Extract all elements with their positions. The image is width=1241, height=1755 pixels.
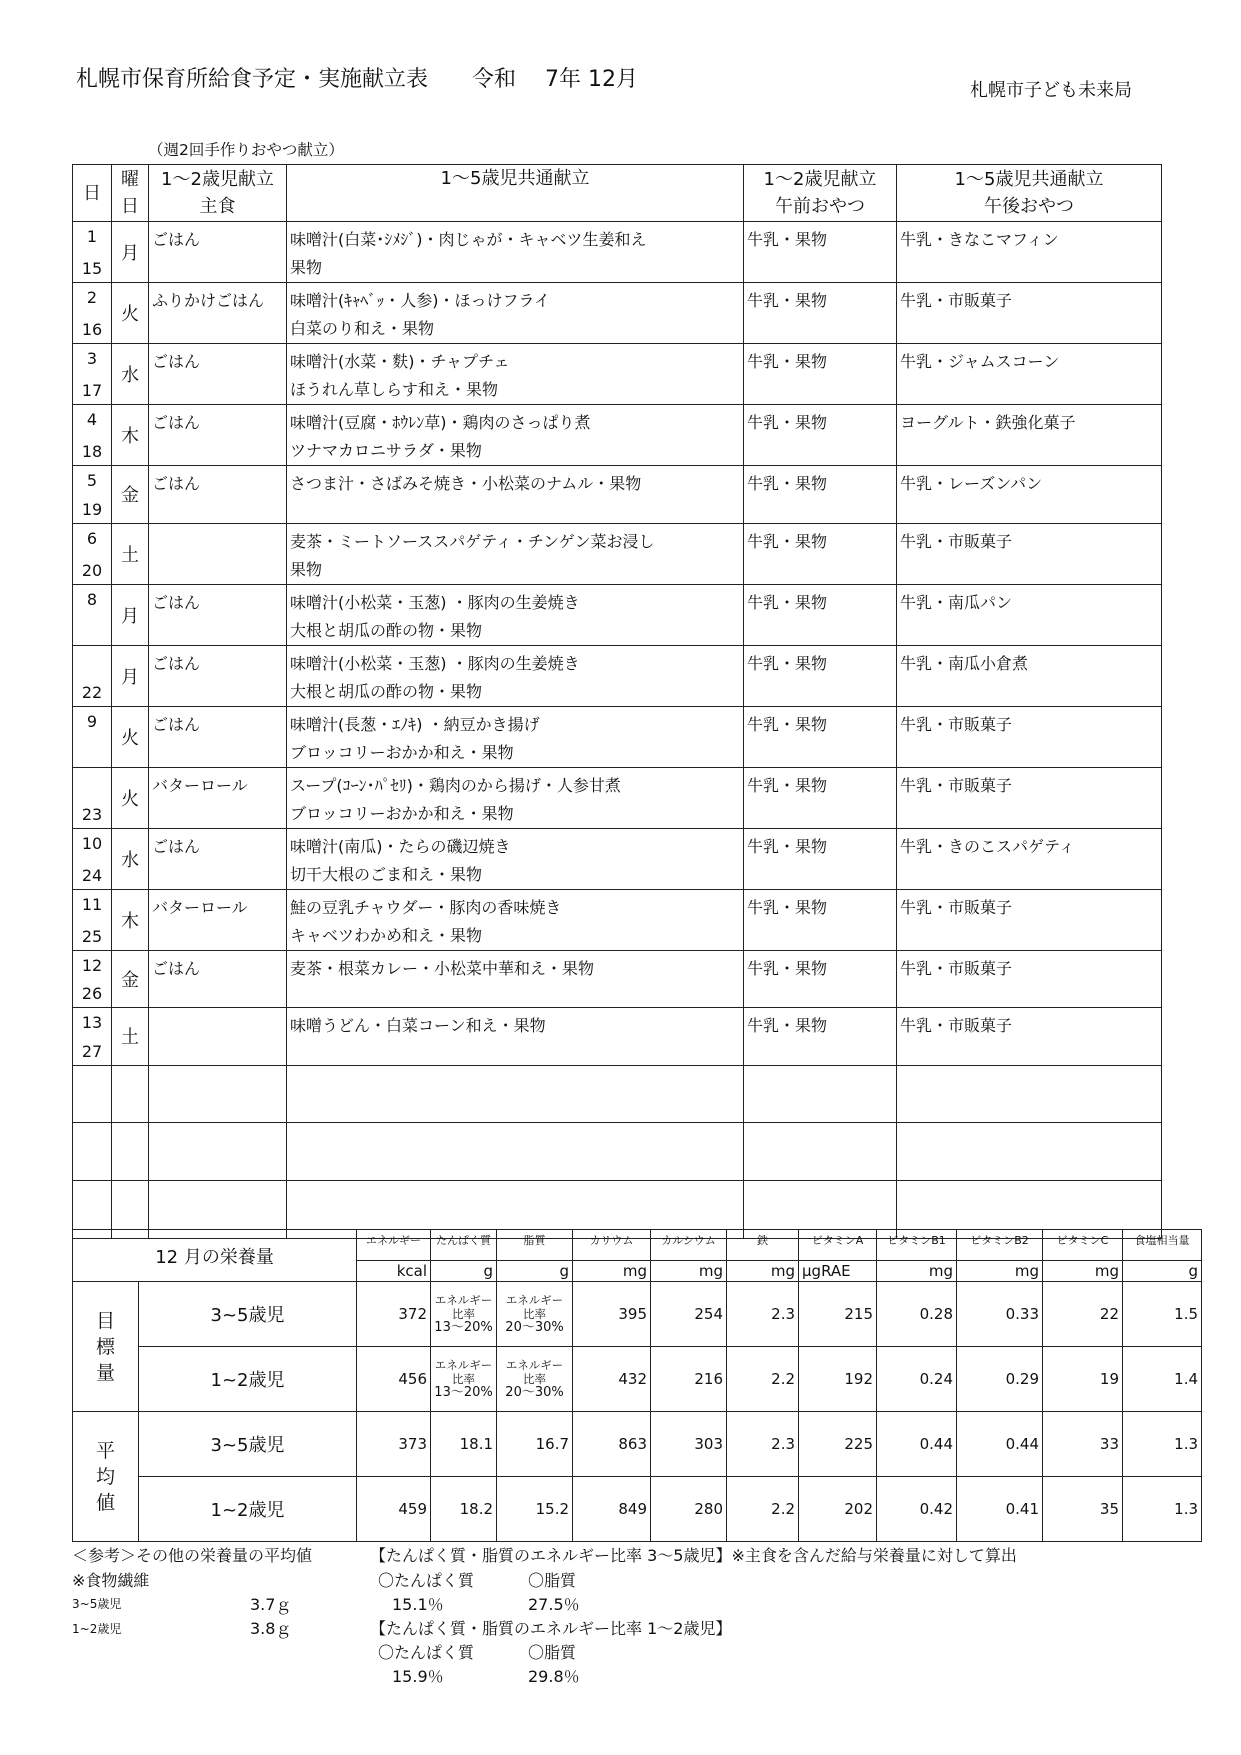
u-salt: g bbox=[1123, 1261, 1202, 1282]
u-fat: g bbox=[497, 1261, 573, 1282]
weekday-cell: 木 bbox=[112, 889, 149, 950]
calcium-value: 254 bbox=[651, 1282, 727, 1347]
h-vitamin-c: ビタミンC bbox=[1043, 1230, 1123, 1261]
common-menu-cell: スープ(ｺｰﾝ･ﾊﾟｾﾘ)・鶏肉のから揚げ・人参甘煮 ブロッコリーおかか和え・果物 bbox=[287, 767, 744, 828]
menu-row bbox=[73, 405, 1162, 466]
col-pm-snack: 1～5歳児共通献立 午後おやつ bbox=[897, 165, 1162, 222]
fat-label-1-2: 〇脂質 bbox=[528, 1643, 577, 1662]
common-menu-cell: 味噌汁(小松菜・玉葱) ・豚肉の生姜焼き 大根と胡瓜の酢の物・果物 bbox=[287, 645, 744, 706]
vitamin-c-value: 19 bbox=[1043, 1347, 1123, 1412]
menu-row bbox=[73, 222, 1162, 283]
empty-cell bbox=[112, 1065, 149, 1123]
staple-cell bbox=[149, 1008, 287, 1066]
subtitle: （週2回手作りおやつ献立） bbox=[148, 141, 344, 159]
energy-value: 373 bbox=[357, 1412, 431, 1477]
h-vitamin-b1: ビタミンB1 bbox=[877, 1230, 957, 1261]
pm-snack-cell: 牛乳・市販菓子 bbox=[897, 767, 1162, 828]
day-second: 16 bbox=[81, 320, 103, 339]
empty-cell bbox=[149, 1123, 287, 1181]
staple-cell: ごはん bbox=[149, 405, 287, 466]
day-cell bbox=[73, 405, 112, 466]
h-energy: エネルギー bbox=[357, 1230, 431, 1261]
am-snack-cell: 牛乳・果物 bbox=[744, 344, 897, 405]
day-cell bbox=[73, 645, 112, 706]
protein-value: 18.2 bbox=[431, 1477, 497, 1542]
day-second: 20 bbox=[81, 560, 103, 580]
staple-cell: ごはん bbox=[149, 645, 287, 706]
nutrition-table bbox=[72, 1229, 1202, 1542]
vitamin-b1-value: 0.24 bbox=[877, 1347, 957, 1412]
am-snack-cell: 牛乳・果物 bbox=[744, 584, 897, 645]
staple-cell: バターロール bbox=[149, 889, 287, 950]
col-am-snack: 1～2歳児献立 午前おやつ bbox=[744, 165, 897, 222]
day-cell bbox=[73, 828, 112, 889]
protein-ratio: エネルギー 比率 13～20% bbox=[431, 1347, 497, 1412]
fiber-value-1-2: 3.8ｇ bbox=[250, 1619, 292, 1638]
energy-value: 459 bbox=[357, 1477, 431, 1542]
day-first: 10 bbox=[81, 833, 103, 853]
weekday-cell: 木 bbox=[112, 405, 149, 466]
day-first: 11 bbox=[81, 894, 103, 914]
weekday-cell: 水 bbox=[112, 828, 149, 889]
day-first: 1 bbox=[86, 227, 98, 246]
target-label-char: 標 bbox=[95, 1335, 115, 1358]
day-cell bbox=[73, 344, 112, 405]
col-common-menu: 1～5歳児共通献立 bbox=[287, 165, 744, 222]
fat-value-3-5: 27.5％ bbox=[528, 1595, 580, 1614]
salt-value: 1.5 bbox=[1123, 1282, 1202, 1347]
potassium-value: 863 bbox=[573, 1412, 651, 1477]
protein-value-1-2: 15.9％ bbox=[392, 1667, 444, 1686]
am-snack-cell: 牛乳・果物 bbox=[744, 1008, 897, 1066]
pm-snack-cell: 牛乳・市販菓子 bbox=[897, 283, 1162, 344]
pm-snack-cell: 牛乳・きなこマフィン bbox=[897, 222, 1162, 283]
h-vitamin-b2: ビタミンB2 bbox=[957, 1230, 1043, 1261]
staple-cell: ごはん bbox=[149, 706, 287, 767]
menu-header-row bbox=[73, 165, 1162, 222]
h-calcium: カルシウム bbox=[651, 1230, 727, 1261]
salt-value: 1.3 bbox=[1123, 1477, 1202, 1542]
am-snack-cell: 牛乳・果物 bbox=[744, 767, 897, 828]
vitamin-c-value: 22 bbox=[1043, 1282, 1123, 1347]
age-label: 1~2歳児 bbox=[139, 1477, 357, 1542]
potassium-value: 432 bbox=[573, 1347, 651, 1412]
day-second: 27 bbox=[81, 1041, 103, 1061]
day-second: 26 bbox=[81, 984, 103, 1004]
h-protein: たんぱく質 bbox=[431, 1230, 497, 1261]
vitamin-c-value: 35 bbox=[1043, 1477, 1123, 1542]
fat-ratio: エネルギー 比率 20～30% bbox=[497, 1347, 573, 1412]
menu-row bbox=[73, 466, 1162, 524]
target-label bbox=[73, 1282, 139, 1412]
day-second: 23 bbox=[81, 804, 103, 824]
day-first: 9 bbox=[86, 711, 98, 731]
average-label-char: 均 bbox=[95, 1465, 115, 1488]
u-vitamin-b2: mg bbox=[957, 1261, 1043, 1282]
common-menu-cell: 鮭の豆乳チャウダー・豚肉の香味焼き キャベツわかめ和え・果物 bbox=[287, 889, 744, 950]
staple-cell: ごはん bbox=[149, 828, 287, 889]
h-iron: 鉄 bbox=[727, 1230, 799, 1261]
u-iron: mg bbox=[727, 1261, 799, 1282]
reference-note: ＜参考＞その他の栄養量の平均値 bbox=[72, 1546, 313, 1565]
fiber-age-1-2: 1~2歳児 bbox=[72, 1622, 122, 1636]
weekday-cell: 火 bbox=[112, 767, 149, 828]
day-first: 2 bbox=[86, 288, 98, 307]
nutrition-header-row bbox=[73, 1230, 1202, 1261]
day-second: 25 bbox=[81, 926, 103, 946]
fat-value: 15.2 bbox=[497, 1477, 573, 1542]
weekday-cell: 土 bbox=[112, 523, 149, 584]
empty-cell bbox=[897, 1065, 1162, 1123]
vitamin-b2-value: 0.29 bbox=[957, 1347, 1043, 1412]
vitamin-b1-value: 0.42 bbox=[877, 1477, 957, 1542]
am-snack-cell: 牛乳・果物 bbox=[744, 222, 897, 283]
iron-value: 2.2 bbox=[727, 1477, 799, 1542]
fiber-value-3-5: 3.7ｇ bbox=[250, 1595, 292, 1614]
empty-cell bbox=[73, 1065, 112, 1123]
u-vitamin-c: mg bbox=[1043, 1261, 1123, 1282]
empty-cell bbox=[744, 1123, 897, 1181]
day-cell bbox=[73, 283, 112, 344]
potassium-value: 849 bbox=[573, 1477, 651, 1542]
salt-value: 1.4 bbox=[1123, 1347, 1202, 1412]
u-protein: g bbox=[431, 1261, 497, 1282]
vitamin-b2-value: 0.44 bbox=[957, 1412, 1043, 1477]
empty-cell bbox=[112, 1123, 149, 1181]
pm-snack-cell: 牛乳・南瓜小倉煮 bbox=[897, 645, 1162, 706]
average-label bbox=[73, 1412, 139, 1542]
menu-row bbox=[73, 645, 1162, 706]
empty-cell bbox=[73, 1123, 112, 1181]
day-cell bbox=[73, 523, 112, 584]
vitamin-b2-value: 0.33 bbox=[957, 1282, 1043, 1347]
weekday-cell: 月 bbox=[112, 222, 149, 283]
target-row-1-2 bbox=[73, 1347, 1202, 1412]
age-label: 3~5歳児 bbox=[139, 1282, 357, 1347]
day-second: 24 bbox=[81, 865, 103, 885]
fat-value-1-2: 29.8％ bbox=[528, 1667, 580, 1686]
salt-value: 1.3 bbox=[1123, 1412, 1202, 1477]
common-menu-cell: 味噌うどん・白菜コーン和え・果物 bbox=[287, 1008, 744, 1066]
am-snack-cell: 牛乳・果物 bbox=[744, 706, 897, 767]
target-label-char: 目 bbox=[95, 1309, 115, 1332]
am-snack-cell: 牛乳・果物 bbox=[744, 466, 897, 524]
day-first: 12 bbox=[81, 955, 103, 975]
ratio-3-5-title: 【たんぱく質・脂質のエネルギー比率 3～5歳児】※主食を含んだ給与栄養量に対して算出 bbox=[370, 1546, 1017, 1565]
empty-cell bbox=[744, 1065, 897, 1123]
pm-snack-cell: 牛乳・ジャムスコーン bbox=[897, 344, 1162, 405]
day-first: 13 bbox=[81, 1013, 103, 1033]
pm-snack-cell: 牛乳・レーズンパン bbox=[897, 466, 1162, 524]
menu-row bbox=[73, 344, 1162, 405]
day-second: 18 bbox=[81, 442, 103, 461]
am-snack-cell: 牛乳・果物 bbox=[744, 283, 897, 344]
menu-row bbox=[73, 584, 1162, 645]
ratio-1-2-title: 【たんぱく質・脂質のエネルギー比率 1～2歳児】 bbox=[370, 1619, 732, 1638]
u-vitamin-b1: mg bbox=[877, 1261, 957, 1282]
col-staple: 1～2歳児献立 主食 bbox=[149, 165, 287, 222]
weekday-cell: 月 bbox=[112, 645, 149, 706]
day-cell bbox=[73, 889, 112, 950]
day-cell bbox=[73, 584, 112, 645]
pm-snack-cell: 牛乳・市販菓子 bbox=[897, 889, 1162, 950]
common-menu-cell: 味噌汁(豆腐・ﾎｳﾚﾝ草)・鶏肉のさっぱり煮 ツナマカロニサラダ・果物 bbox=[287, 405, 744, 466]
average-label-char: 値 bbox=[95, 1491, 115, 1514]
vitamin-a-value: 225 bbox=[799, 1412, 877, 1477]
protein-value-3-5: 15.1％ bbox=[392, 1595, 444, 1614]
common-menu-cell: 麦茶・ミートソーススパゲティ・チンゲン菜お浸し 果物 bbox=[287, 523, 744, 584]
menu-row bbox=[73, 523, 1162, 584]
energy-value: 456 bbox=[357, 1347, 431, 1412]
pm-snack-cell: ヨーグルト・鉄強化菓子 bbox=[897, 405, 1162, 466]
day-cell bbox=[73, 222, 112, 283]
empty-row bbox=[73, 1123, 1162, 1181]
day-second: 22 bbox=[81, 682, 103, 702]
vitamin-b1-value: 0.28 bbox=[877, 1282, 957, 1347]
u-potassium: mg bbox=[573, 1261, 651, 1282]
menu-row bbox=[73, 1008, 1162, 1066]
day-second: 17 bbox=[81, 381, 103, 400]
col-weekday: 曜 日 bbox=[112, 165, 149, 222]
staple-cell: ふりかけごはん bbox=[149, 283, 287, 344]
am-snack-cell: 牛乳・果物 bbox=[744, 950, 897, 1008]
empty-cell bbox=[287, 1065, 744, 1123]
target-row-3-5 bbox=[73, 1282, 1202, 1347]
vitamin-b1-value: 0.44 bbox=[877, 1412, 957, 1477]
menu-row bbox=[73, 283, 1162, 344]
protein-ratio: エネルギー 比率 13～20% bbox=[431, 1282, 497, 1347]
day-second: 15 bbox=[81, 259, 103, 278]
fat-ratio: エネルギー 比率 20～30% bbox=[497, 1282, 573, 1347]
day-cell bbox=[73, 950, 112, 1008]
day-cell bbox=[73, 767, 112, 828]
protein-value: 18.1 bbox=[431, 1412, 497, 1477]
day-first: 5 bbox=[86, 471, 98, 490]
day-cell bbox=[73, 706, 112, 767]
h-salt: 食塩相当量 bbox=[1123, 1230, 1202, 1261]
average-label-char: 平 bbox=[95, 1439, 115, 1462]
page-title: 札幌市保育所給食予定・実施献立表 令和 7年 12月 bbox=[76, 67, 639, 92]
common-menu-cell: 味噌汁(小松菜・玉葱) ・豚肉の生姜焼き 大根と胡瓜の酢の物・果物 bbox=[287, 584, 744, 645]
weekday-cell: 水 bbox=[112, 344, 149, 405]
fat-value: 16.7 bbox=[497, 1412, 573, 1477]
day-first: 8 bbox=[86, 589, 98, 609]
weekday-cell: 月 bbox=[112, 584, 149, 645]
common-menu-cell: 味噌汁(ｷｬﾍﾞｯ・人参)・ほっけフライ 白菜のり和え・果物 bbox=[287, 283, 744, 344]
pm-snack-cell: 牛乳・市販菓子 bbox=[897, 950, 1162, 1008]
weekday-cell: 火 bbox=[112, 706, 149, 767]
common-menu-cell: 味噌汁(水菜・麩)・チャプチェ ほうれん草しらす和え・果物 bbox=[287, 344, 744, 405]
empty-cell bbox=[897, 1123, 1162, 1181]
staple-cell: ごはん bbox=[149, 344, 287, 405]
am-snack-cell: 牛乳・果物 bbox=[744, 523, 897, 584]
protein-label-3-5: 〇たんぱく質 bbox=[378, 1571, 475, 1590]
menu-row bbox=[73, 767, 1162, 828]
day-first: 4 bbox=[86, 410, 98, 429]
staple-cell: ごはん bbox=[149, 584, 287, 645]
vitamin-a-value: 192 bbox=[799, 1347, 877, 1412]
calcium-value: 280 bbox=[651, 1477, 727, 1542]
vitamin-a-value: 215 bbox=[799, 1282, 877, 1347]
weekday-cell: 土 bbox=[112, 1008, 149, 1066]
menu-table bbox=[72, 164, 1162, 1239]
staple-cell: ごはん bbox=[149, 950, 287, 1008]
fiber-age-3-5: 3~5歳児 bbox=[72, 1597, 122, 1611]
age-label: 1~2歳児 bbox=[139, 1347, 357, 1412]
weekday-cell: 金 bbox=[112, 950, 149, 1008]
h-potassium: カリウム bbox=[573, 1230, 651, 1261]
u-vitamin-a: μgRAE bbox=[799, 1261, 877, 1282]
pm-snack-cell: 牛乳・南瓜パン bbox=[897, 584, 1162, 645]
staple-cell: バターロール bbox=[149, 767, 287, 828]
staple-cell: ごはん bbox=[149, 222, 287, 283]
vitamin-b2-value: 0.41 bbox=[957, 1477, 1043, 1542]
staple-cell: ごはん bbox=[149, 466, 287, 524]
day-cell bbox=[73, 466, 112, 524]
organization-name: 札幌市子ども未来局 bbox=[970, 80, 1132, 101]
am-snack-cell: 牛乳・果物 bbox=[744, 645, 897, 706]
calcium-value: 303 bbox=[651, 1412, 727, 1477]
vitamin-c-value: 33 bbox=[1043, 1412, 1123, 1477]
target-label-char: 量 bbox=[95, 1361, 115, 1384]
staple-cell bbox=[149, 523, 287, 584]
average-row-1-2 bbox=[73, 1477, 1202, 1542]
day-first: 6 bbox=[86, 528, 98, 548]
pm-snack-cell: 牛乳・市販菓子 bbox=[897, 523, 1162, 584]
h-vitamin-a: ビタミンA bbox=[799, 1230, 877, 1261]
common-menu-cell: 味噌汁(長葱・ｴﾉｷ) ・納豆かき揚げ ブロッコリーおかか和え・果物 bbox=[287, 706, 744, 767]
iron-value: 2.3 bbox=[727, 1282, 799, 1347]
menu-row bbox=[73, 828, 1162, 889]
am-snack-cell: 牛乳・果物 bbox=[744, 828, 897, 889]
am-snack-cell: 牛乳・果物 bbox=[744, 405, 897, 466]
col-day: 日 bbox=[73, 165, 112, 222]
h-fat: 脂質 bbox=[497, 1230, 573, 1261]
weekday-cell: 金 bbox=[112, 466, 149, 524]
day-second: 19 bbox=[81, 499, 103, 519]
common-menu-cell: 麦茶・根菜カレー・小松菜中華和え・果物 bbox=[287, 950, 744, 1008]
nutrition-month-label: 12 月の栄養量 bbox=[73, 1230, 357, 1282]
menu-row bbox=[73, 889, 1162, 950]
common-menu-cell: 味噌汁(白菜･ｼﾒｼﾞ)・肉じゃが・キャベツ生姜和え 果物 bbox=[287, 222, 744, 283]
empty-cell bbox=[287, 1123, 744, 1181]
menu-row bbox=[73, 950, 1162, 1008]
common-menu-cell: 味噌汁(南瓜)・たらの磯辺焼き 切干大根のごま和え・果物 bbox=[287, 828, 744, 889]
menu-row bbox=[73, 706, 1162, 767]
day-first: 3 bbox=[86, 349, 98, 368]
potassium-value: 395 bbox=[573, 1282, 651, 1347]
day-cell bbox=[73, 1008, 112, 1066]
am-snack-cell: 牛乳・果物 bbox=[744, 889, 897, 950]
pm-snack-cell: 牛乳・市販菓子 bbox=[897, 706, 1162, 767]
empty-row bbox=[73, 1065, 1162, 1123]
energy-value: 372 bbox=[357, 1282, 431, 1347]
u-energy: kcal bbox=[357, 1261, 431, 1282]
protein-label-1-2: 〇たんぱく質 bbox=[378, 1643, 475, 1662]
pm-snack-cell: 牛乳・きのこスパゲティ bbox=[897, 828, 1162, 889]
fiber-label: ※食物繊維 bbox=[72, 1571, 150, 1590]
u-calcium: mg bbox=[651, 1261, 727, 1282]
age-label: 3~5歳児 bbox=[139, 1412, 357, 1477]
vitamin-a-value: 202 bbox=[799, 1477, 877, 1542]
iron-value: 2.2 bbox=[727, 1347, 799, 1412]
empty-cell bbox=[149, 1065, 287, 1123]
average-row-3-5 bbox=[73, 1412, 1202, 1477]
common-menu-cell: さつま汁・さばみそ焼き・小松菜のナムル・果物 bbox=[287, 466, 744, 524]
calcium-value: 216 bbox=[651, 1347, 727, 1412]
pm-snack-cell: 牛乳・市販菓子 bbox=[897, 1008, 1162, 1066]
fat-label-3-5: 〇脂質 bbox=[528, 1571, 577, 1590]
weekday-cell: 火 bbox=[112, 283, 149, 344]
iron-value: 2.3 bbox=[727, 1412, 799, 1477]
